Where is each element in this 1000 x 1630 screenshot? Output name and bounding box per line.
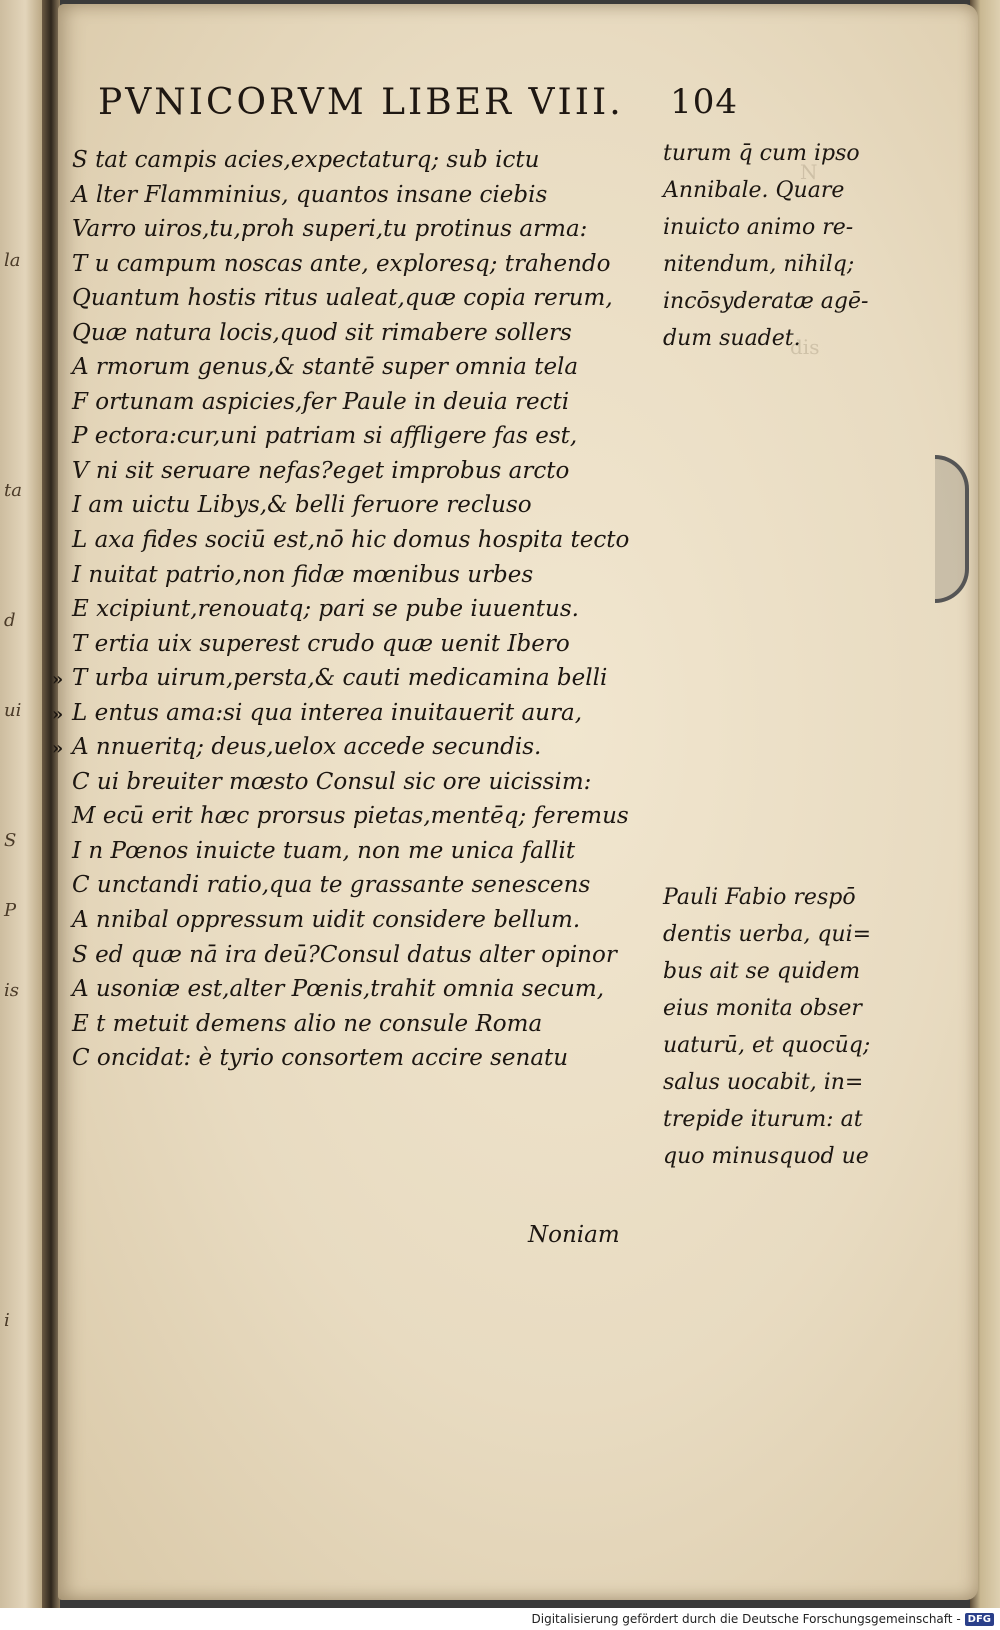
margin-note-line: inuicto animo re- [663, 215, 854, 240]
facing-page-fragment: ta [4, 480, 22, 501]
quotation-marker: » [52, 738, 64, 760]
verse-line [52, 730, 672, 765]
verse-line-text: M ecū erit hæc prorsus pietas,mentēq; feremus [72, 803, 629, 830]
verse-line [72, 488, 672, 523]
verse-line [72, 385, 672, 420]
verse-line [72, 903, 672, 938]
page-clip [935, 455, 969, 603]
verse-line [72, 247, 672, 282]
quotation-marker: » [52, 703, 64, 725]
verse-line-text: Quantum hostis ritus ualeat,quæ copia rerum, [72, 285, 613, 312]
digitization-footer [0, 1608, 1000, 1630]
verse-line-text: T urba uirum,persta,& cauti medicamina belli [72, 665, 608, 692]
margin-note-line: trepide iturum: at [663, 1107, 863, 1132]
verse-line-text: A usoniæ est,alter Pœnis,trahit omnia secum, [72, 976, 604, 1003]
margin-note-line: dum suadet. [663, 326, 801, 351]
verse-line [72, 419, 672, 454]
margin-note-line: turum q̄ cum ipso [663, 141, 860, 166]
verse-line [72, 592, 672, 627]
margin-note-bottom [663, 880, 871, 1176]
facing-page-fragment: i [4, 1310, 10, 1331]
facing-page-fragment: S [4, 830, 17, 851]
verse-line-text: L axa fides sociū est,nō hic domus hospita tecto [72, 527, 630, 554]
verse-line [72, 281, 672, 316]
verse-line-text: I n Pœnos inuicte tuam, non me unica fallit [72, 837, 576, 864]
verse-line [72, 178, 672, 213]
verse-line-text: S ed quæ nā ira deū?Consul datus alter opinor [72, 941, 617, 968]
verse-line [72, 868, 672, 903]
margin-note-line: quo minusquod ue [663, 1144, 869, 1169]
show-through-ghost: N [800, 160, 818, 184]
verse-line-text: E xcipiunt,renouatq; pari se pube iuuentus. [72, 596, 579, 623]
verse-line [72, 765, 672, 800]
verse-line [72, 1007, 672, 1042]
verse-line-text: Varro uiros,tu,proh superi,tu protinus arma: [72, 216, 588, 243]
margin-note-line: Annibale. Quare [663, 178, 845, 203]
verse-line-text: A rmorum genus,& stantē super omnia tela [72, 354, 579, 381]
verse-line-text: A nnibal oppressum uidit considere bellum. [72, 907, 581, 934]
verse-line [72, 523, 672, 558]
margin-note-line: dentis uerba, qui= [663, 922, 872, 947]
facing-page-fragment: ui [4, 700, 22, 721]
facing-page-fragment: P [4, 900, 17, 921]
verse-line [72, 212, 672, 247]
catchword: Noniam [528, 1222, 620, 1248]
verse-line [72, 834, 672, 869]
verse-line [72, 1041, 672, 1076]
quotation-marker: » [52, 669, 64, 691]
verse-line [72, 558, 672, 593]
verse-line [52, 696, 672, 731]
facing-page-fragment: is [4, 980, 19, 1001]
margin-note-line: bus ait se quidem [663, 959, 861, 984]
margin-note-line: nitendum, nihilq; [663, 252, 855, 277]
verse-line-text: C unctandi ratio,qua te grassante senescens [72, 872, 591, 899]
verse-line-text: A lter Flamminius, quantos insane ciebis [72, 181, 548, 208]
margin-note-line: salus uocabit, in= [663, 1070, 864, 1095]
verse-line-text: T ertia uix superest crudo quæ uenit Ibero [72, 630, 570, 657]
margin-note-line: eius monita obser [663, 996, 862, 1021]
verse-line [72, 316, 672, 351]
show-through-ghost: dis [790, 335, 820, 359]
verse-line-text: I nuitat patrio,non fidæ mœnibus urbes [72, 561, 534, 588]
verse-line-text: I am uictu Libys,& belli feruore recluso [72, 492, 532, 519]
verse-line-text: E t metuit demens alio ne consule Roma [72, 1010, 543, 1037]
verse-line [72, 454, 672, 489]
verse-line [72, 938, 672, 973]
footer-credit: Digitalisierung gefördert durch die Deutsche Forschungsgemeinschaft - [531, 1612, 961, 1626]
running-head [98, 82, 738, 123]
verse-line-text: T u campum noscas ante, exploresq; trahendo [72, 250, 611, 277]
verse-line-text: V ni sit seruare nefas?eget improbus arcto [72, 457, 570, 484]
verse-line [72, 799, 672, 834]
folio-number: 104 [670, 82, 738, 122]
dfg-badge: DFG [965, 1613, 994, 1626]
verse-line [52, 661, 672, 696]
margin-note-line: uaturū, et quocūq; [663, 1033, 871, 1058]
margin-note-top [663, 136, 868, 358]
verse-line-text: C oncidat: è tyrio consortem accire senatu [72, 1045, 569, 1072]
running-title: PVNICORVM LIBER VIII. [98, 82, 624, 123]
verse-line-text: A nnueritq; deus,uelox accede secundis. [72, 734, 542, 761]
facing-page-fragment: la [4, 250, 21, 271]
verse-line-text: Quæ natura locis,quod sit rimabere sollers [72, 319, 572, 346]
verse-line-text: S tat campis acies,expectaturq; sub ictu [72, 147, 540, 173]
verse-line-text: L entus ama:si qua interea inuitauerit aura, [72, 699, 583, 726]
facing-page-edge [0, 0, 42, 1608]
verse-line-text: F ortunam aspicies,fer Paule in deuia recti [72, 388, 570, 415]
verse-line [72, 350, 672, 385]
verse-line [72, 627, 672, 662]
verse-line-text: C ui breuiter mœsto Consul sic ore uicissim: [72, 768, 592, 795]
facing-page-fragment: d [4, 610, 16, 631]
margin-note-line: Pauli Fabio respō [663, 885, 856, 910]
margin-note-line: incōsyderatæ agē- [663, 289, 869, 314]
verse-line [72, 143, 672, 178]
verse-line-text: P ectora:cur,uni patriam si affligere fas est, [72, 423, 578, 450]
verse-column [52, 143, 672, 1076]
verse-line [72, 972, 672, 1007]
